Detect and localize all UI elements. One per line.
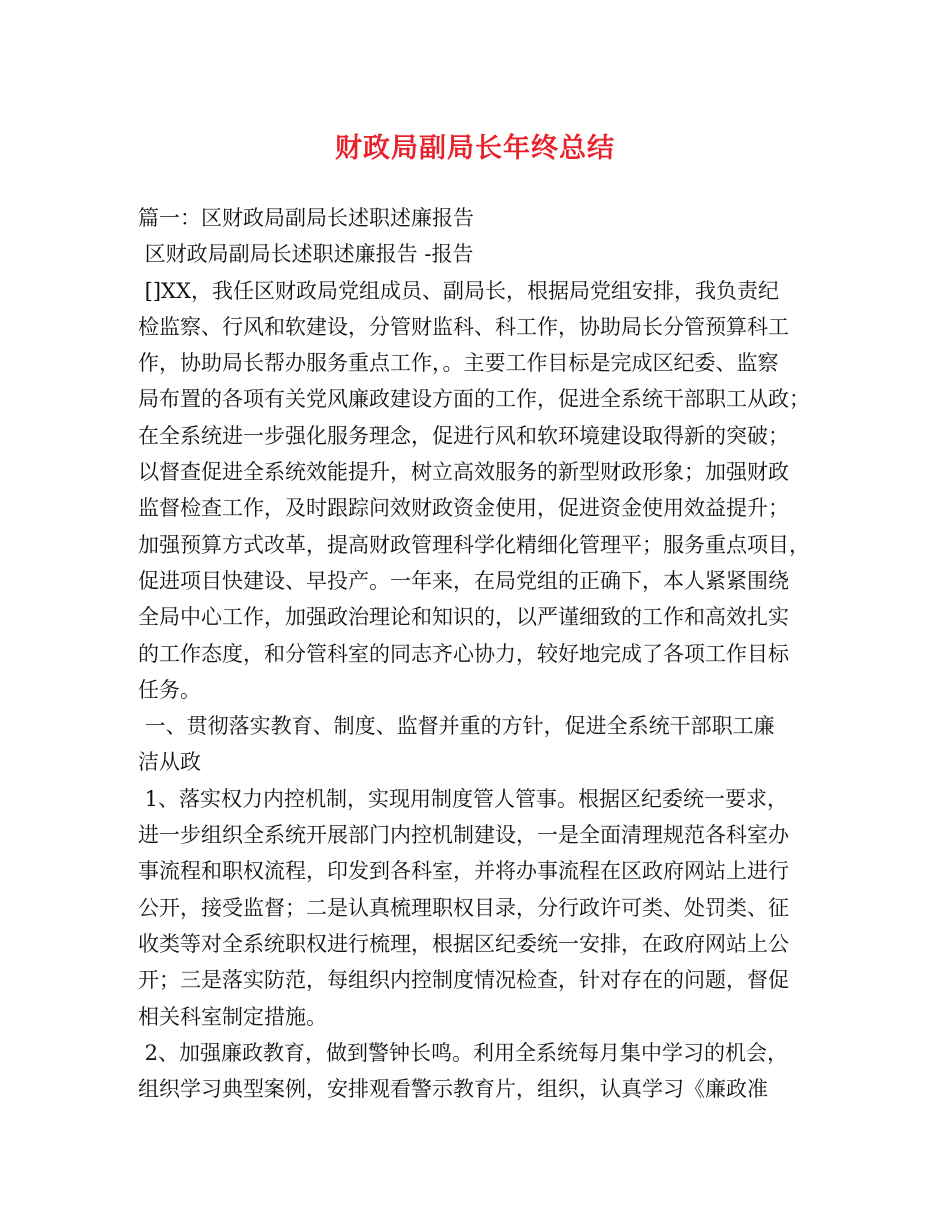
text-line: 局布置的各项有关党风廉政建设方面的工作，促进全系统干部职工从政；	[138, 387, 810, 412]
text-line: 篇一：区财政局副局长述职述廉报告	[138, 206, 474, 230]
text-line: 区财政局副局长述职述廉报告 -报告	[138, 242, 474, 267]
text-line: 监督检查工作，及时跟踪问效财政资金使用，促进资金使用效益提升；	[138, 496, 789, 521]
text-line: 事流程和职权流程，印发到各科室，并将办事流程在区政府网站上进行	[138, 859, 789, 884]
text-line: 全局中心工作，加强政治理论和知识的，以严谨细致的工作和高效扎实	[138, 605, 789, 630]
text-line: 任务。	[138, 677, 201, 702]
text-line: 2、加强廉政教育，做到警钟长鸣。利用全系统每月集中学习的机会，	[138, 1040, 789, 1065]
text-line: 一、贯彻落实教育、制度、监督并重的方针，促进全系统干部职工廉	[138, 714, 775, 739]
text-line: 进一步组织全系统开展部门内控机制建设，一是全面清理规范各科室办	[138, 823, 789, 848]
text-line: 检监察、行风和软建设，分管财监科、科工作，协助局长分管预算科工	[138, 314, 789, 339]
text-line: 组织学习典型案例，安排观看警示教育片，组织，认真学习《廉政准	[138, 1077, 768, 1102]
text-line: 的工作态度，和分管科室的同志齐心协力，较好地完成了各项工作目标	[138, 641, 789, 666]
text-line: 加强预算方式改革，提高财政管理科学化精细化管理平；服务重点项目，	[138, 532, 810, 557]
text-line: 促进项目快建设、早投产。一年来，在局党组的正确下，本人紧紧围绕	[138, 568, 789, 593]
text-line: []XX，我任区财政局党组成员、副局长，根据局党组安排，我负责纪	[138, 278, 779, 303]
text-line: 公开，接受监督；二是认真梳理职权目录，分行政许可类、处罚类、征	[138, 895, 789, 920]
text-line: 在全系统进一步强化服务理念，促进行风和软环境建设取得新的突破；	[138, 423, 789, 448]
text-line: 相关科室制定措施。	[138, 1004, 327, 1029]
text-line: 1、落实权力内控机制，实现用制度管人管事。根据区纪委统一要求，	[138, 786, 789, 811]
text-line: 作，协助局长帮办服务重点工作，。主要工作目标是完成区纪委、监察	[138, 351, 779, 376]
document-body	[138, 200, 828, 1107]
text-line: 开；三是落实防范，每组织内控制度情况检查，针对存在的问题，督促	[138, 968, 789, 993]
text-line: 以督查促进全系统效能提升，树立高效服务的新型财政形象；加强财政	[138, 460, 789, 485]
text-line: 洁从政	[138, 750, 201, 775]
text-line: 收类等对全系统职权进行梳理，根据区纪委统一安排，在政府网站上公	[138, 931, 789, 956]
document-title: 财政局副局长年终总结	[335, 133, 615, 164]
